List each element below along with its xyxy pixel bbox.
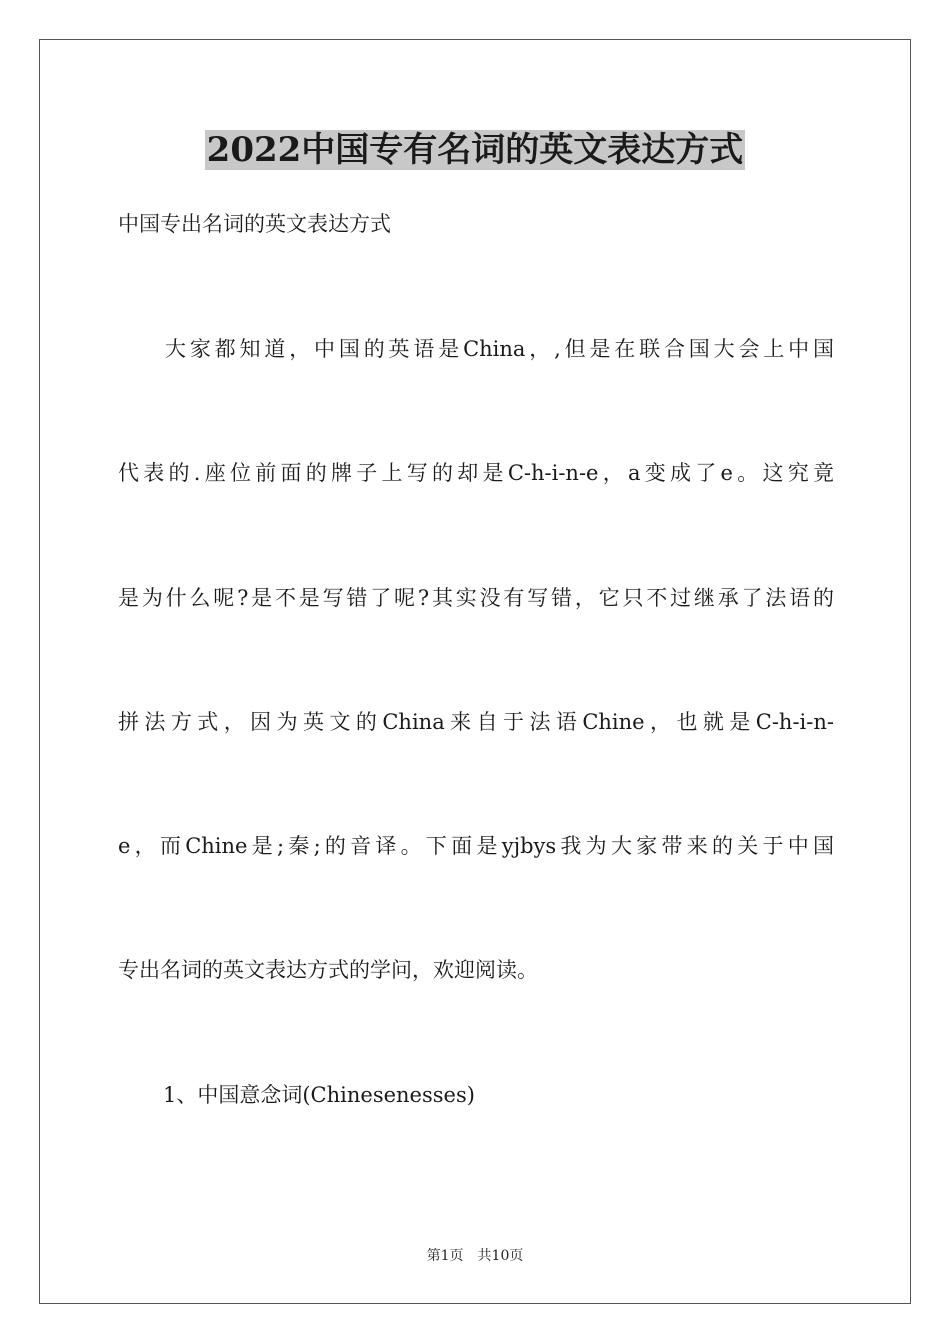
document-title-text: 2022中国专有名词的英文表达方式: [206, 130, 744, 170]
document-title: [0, 124, 950, 176]
paragraph-line: 拼法方式，因为英文的China来自于法语Chine，也就是C-h-i-n-: [118, 710, 834, 734]
paragraph-line: 代表的.座位前面的牌子上写的却是C-h-i-n-e，a变成了e。这究竟: [118, 461, 834, 485]
page-total: 共10页: [477, 1248, 524, 1264]
paragraph-line: 大家都知道，中国的英语是China，,但是在联合国大会上中国: [165, 337, 834, 361]
document-subtitle: 中国专出名词的英文表达方式: [118, 212, 391, 236]
paragraph-line: e，而Chine是;秦;的音译。下面是yjbys我为大家带来的关于中国: [118, 834, 834, 858]
page-footer: [0, 1246, 950, 1266]
list-item-heading: 1、中国意念词(Chinesenesses): [163, 1083, 475, 1107]
paragraph-line: 专出名词的英文表达方式的学问，欢迎阅读。: [118, 958, 538, 982]
paragraph-line: 是为什么呢?是不是写错了呢?其实没有写错，它只不过继承了法语的: [118, 586, 834, 610]
page-number: 第1页: [426, 1248, 464, 1264]
